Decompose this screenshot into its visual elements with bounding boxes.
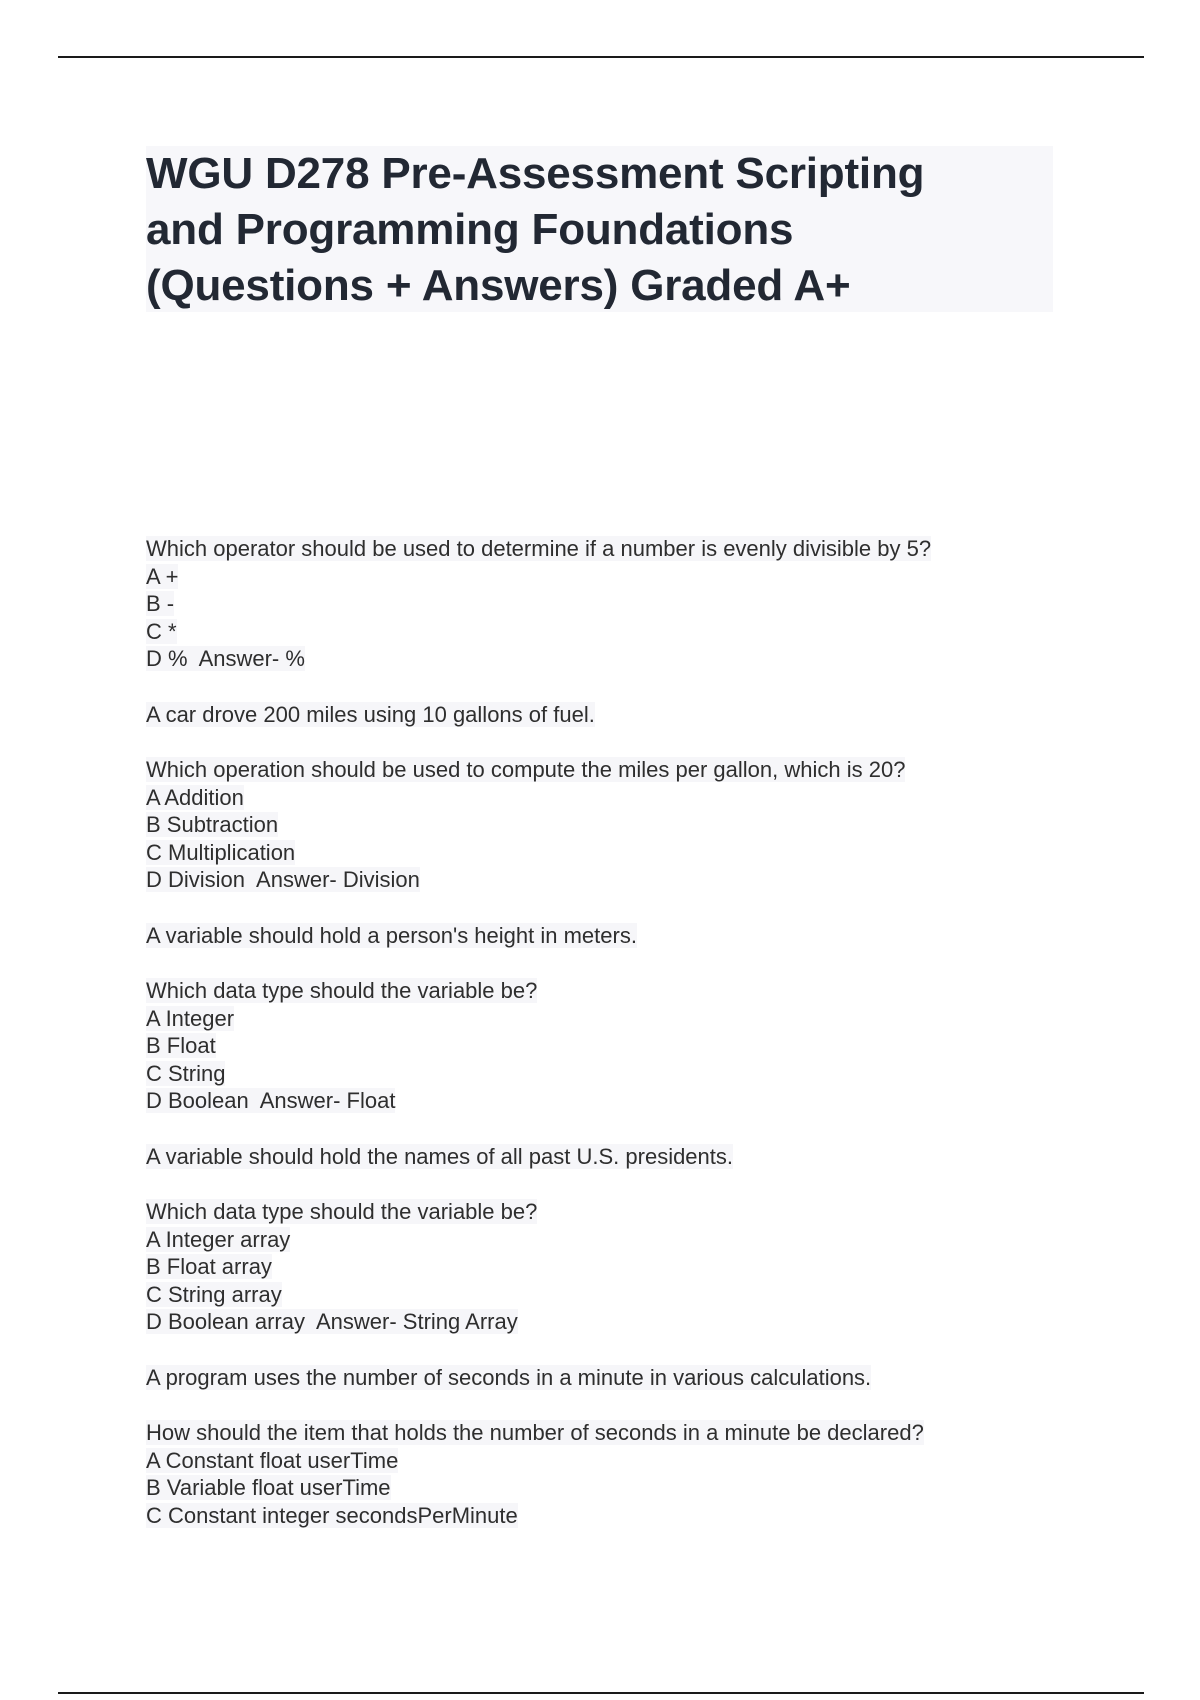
question-context: A variable should hold a person's height in meters. [146, 922, 637, 948]
answer-option-with-key: D Boolean Answer- Float [146, 1088, 396, 1113]
title-line: and Programming Foundations [146, 205, 794, 254]
question-block [146, 701, 1106, 729]
answer-option: A Integer [146, 1005, 235, 1031]
document-title [146, 146, 1046, 314]
answer-option: C Constant integer secondsPerMinute [146, 1502, 518, 1528]
question-text: How should the item that holds the number of seconds in a minute be declared? [146, 1420, 924, 1445]
question-text: Which data type should the variable be? [146, 978, 538, 1003]
question-block [146, 922, 1106, 950]
question-block [146, 1419, 1106, 1529]
answer-option: C String array [146, 1281, 282, 1307]
qa-content [146, 535, 1106, 1557]
question-block [146, 756, 1106, 894]
question-block [146, 1198, 1106, 1336]
question-block [146, 1364, 1106, 1392]
answer-option: B - [146, 591, 175, 616]
answer-option: B Variable float userTime [146, 1475, 391, 1500]
answer-option-with-key: D % Answer- % [146, 646, 305, 671]
answer-option: B Float [146, 1033, 216, 1058]
answer-option: B Float array [146, 1254, 272, 1279]
answer-option: C * [146, 618, 177, 644]
question-block [146, 535, 1106, 673]
answer-option: B Subtraction [146, 812, 279, 837]
title-line: (Questions + Answers) Graded A+ [146, 261, 851, 310]
footer-rule [58, 1692, 1144, 1694]
answer-option-with-key: D Boolean array Answer- String Array [146, 1309, 518, 1334]
question-context: A program uses the number of seconds in a minute in various calculations. [146, 1364, 872, 1390]
question-context: A variable should hold the names of all past U.S. presidents. [146, 1143, 734, 1169]
header-rule [58, 56, 1144, 58]
answer-option: C Multiplication [146, 839, 296, 865]
question-block [146, 977, 1106, 1115]
question-text: Which data type should the variable be? [146, 1199, 538, 1224]
answer-option: A Addition [146, 784, 244, 810]
title-line: WGU D278 Pre-Assessment Scripting [146, 149, 925, 198]
question-block [146, 1143, 1106, 1171]
answer-option: A + [146, 563, 179, 589]
question-text: Which operator should be used to determine if a number is evenly divisible by 5? [146, 536, 932, 561]
question-context: A car drove 200 miles using 10 gallons of fuel. [146, 701, 595, 727]
question-text: Which operation should be used to compute the miles per gallon, which is 20? [146, 757, 906, 782]
answer-option-with-key: D Division Answer- Division [146, 867, 420, 892]
answer-option: A Constant float userTime [146, 1447, 399, 1473]
answer-option: C String [146, 1060, 226, 1086]
answer-option: A Integer array [146, 1226, 291, 1252]
